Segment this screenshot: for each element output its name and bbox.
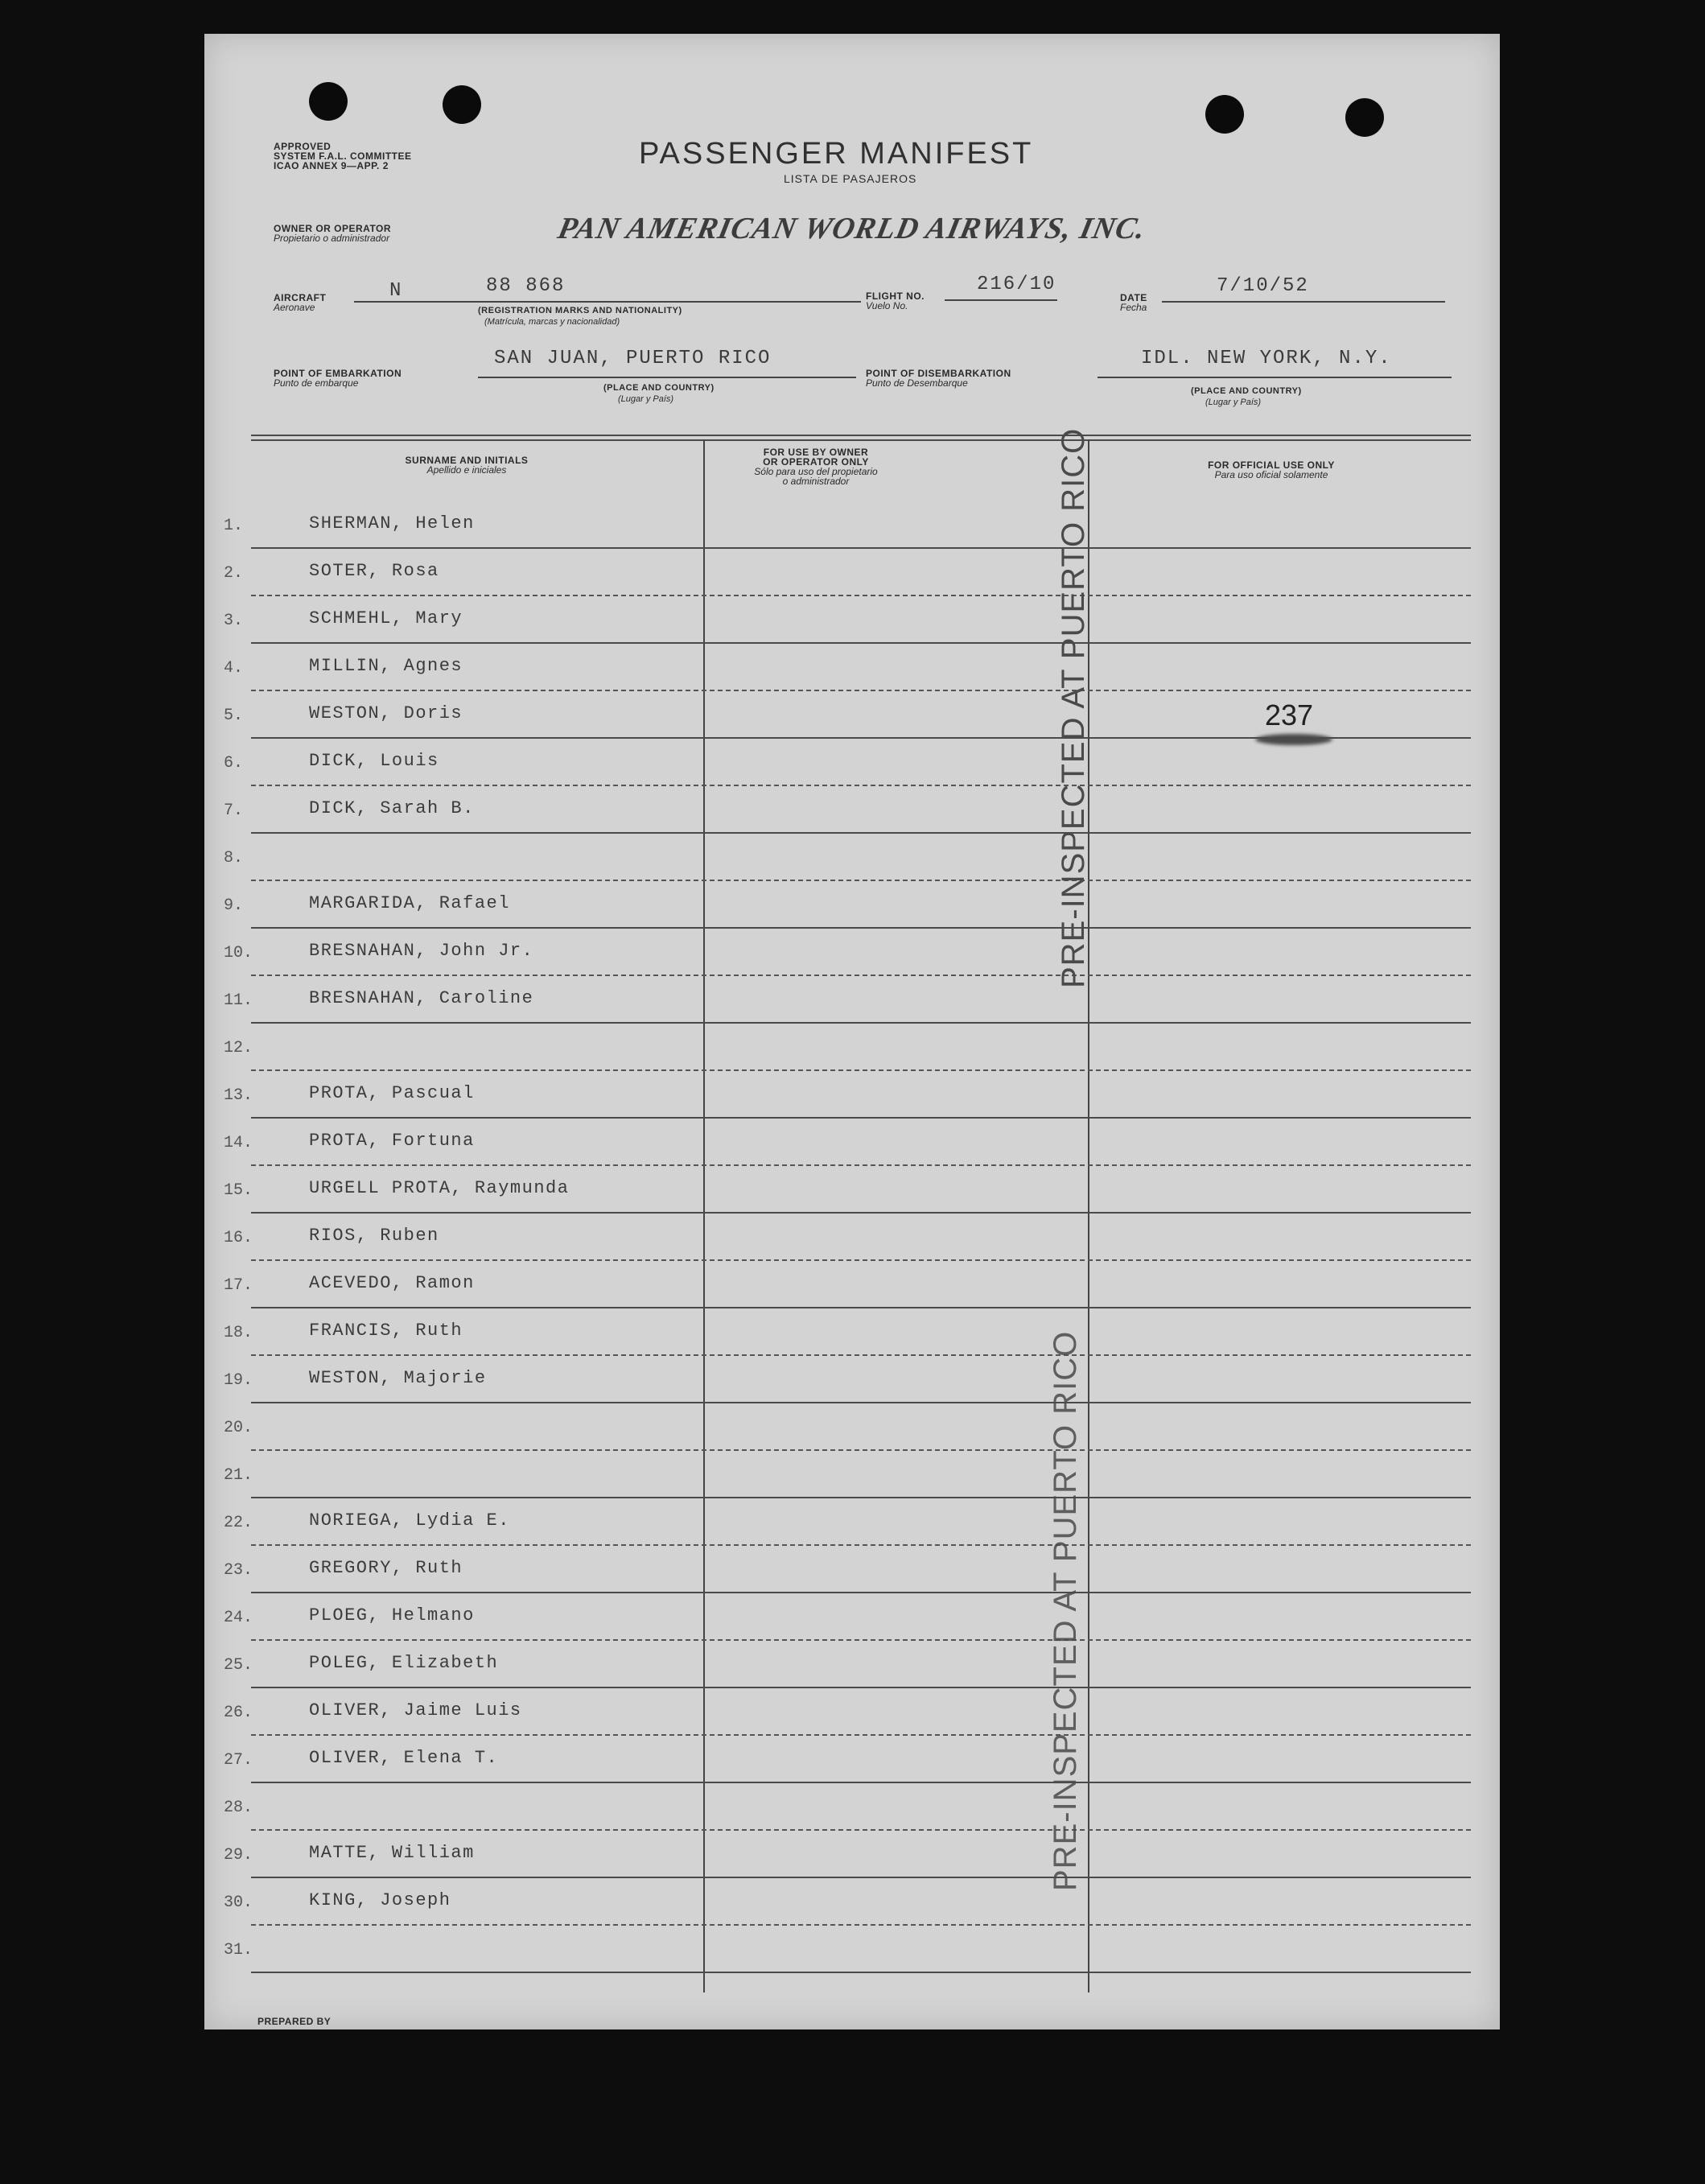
- official-number: 237: [1265, 698, 1314, 731]
- row-rule: [251, 832, 1471, 834]
- row-number: 10.: [224, 944, 253, 962]
- passenger-name: FRANCIS, Ruth: [309, 1321, 463, 1341]
- page-subtitle: LISTA DE PASAJEROS: [784, 172, 917, 185]
- ink-smudge: [1255, 734, 1332, 745]
- row-number: 25.: [224, 1656, 253, 1675]
- punch-hole: [443, 85, 481, 124]
- flight-number: 216/10: [977, 274, 1056, 295]
- row-number: 2.: [224, 564, 244, 583]
- passenger-name: OLIVER, Jaime Luis: [309, 1700, 522, 1720]
- row-number: 12.: [224, 1039, 253, 1057]
- row-number: 9.: [224, 896, 244, 915]
- passenger-name: BRESNAHAN, Caroline: [309, 988, 534, 1008]
- passenger-name: WESTON, Majorie: [309, 1368, 487, 1388]
- row-number: 14.: [224, 1134, 253, 1152]
- row-rule: [251, 1402, 1471, 1403]
- row-number: 17.: [224, 1276, 253, 1295]
- row-number: 11.: [224, 991, 253, 1010]
- row-number: 31.: [224, 1941, 253, 1959]
- row-number: 21.: [224, 1466, 253, 1485]
- row-number: 7.: [224, 801, 244, 820]
- row-number: 16.: [224, 1229, 253, 1247]
- row-rule: [251, 1592, 1471, 1593]
- owner-column-header: FOR USE BY OWNER OR OPERATOR ONLY Sólo para uso del propietario o administrador: [754, 447, 878, 487]
- passenger-name: PLOEG, Helmano: [309, 1605, 475, 1626]
- row-rule: [251, 1307, 1471, 1308]
- disembarkation-label: POINT OF DISEMBARKATION Punto de Desembarque: [866, 368, 1011, 389]
- row-number: 8.: [224, 849, 244, 867]
- passenger-name: GREGORY, Ruth: [309, 1558, 463, 1578]
- row-number: 24.: [224, 1609, 253, 1627]
- embarkation-label: POINT OF EMBARKATION Punto de embarque: [274, 368, 402, 389]
- passenger-name: NORIEGA, Lydia E.: [309, 1510, 510, 1531]
- punch-hole: [1205, 95, 1244, 134]
- owner-label: OWNER OR OPERATOR Propietario o administrador: [274, 223, 392, 244]
- row-rule: [251, 1164, 1471, 1166]
- row-number: 23.: [224, 1561, 253, 1580]
- row-number: 22.: [224, 1514, 253, 1532]
- passenger-name: SOTER, Rosa: [309, 561, 439, 581]
- row-number: 29.: [224, 1846, 253, 1865]
- passenger-name: DICK, Sarah B.: [309, 798, 475, 818]
- row-rule: [251, 1069, 1471, 1071]
- row-rule: [251, 927, 1471, 929]
- passenger-name: PROTA, Fortuna: [309, 1131, 475, 1151]
- passenger-name: KING, Joseph: [309, 1890, 451, 1910]
- passenger-name: BRESNAHAN, John Jr.: [309, 941, 534, 961]
- passenger-name: SHERMAN, Helen: [309, 513, 475, 534]
- row-number: 20.: [224, 1419, 253, 1437]
- operator-name: PAN AMERICAN WORLD AIRWAYS, INC.: [554, 212, 1150, 245]
- disembarkation-caption: (PLACE AND COUNTRY): [1191, 386, 1302, 396]
- row-number: 5.: [224, 707, 244, 725]
- punch-hole: [309, 82, 348, 121]
- page-title: PASSENGER MANIFEST: [639, 137, 1034, 171]
- name-column-header: SURNAME AND INITIALS Apellido e iniciales: [405, 455, 529, 476]
- row-rule: [251, 1734, 1471, 1736]
- date-value: 7/10/52: [1217, 275, 1309, 297]
- row-rule: [251, 1829, 1471, 1831]
- row-number: 3.: [224, 612, 244, 630]
- aircraft-registration: 88 868: [486, 275, 566, 297]
- disembarkation-value: IDL. NEW YORK, N.Y.: [1141, 348, 1392, 369]
- punch-hole: [1345, 98, 1384, 137]
- row-rule: [251, 880, 1471, 881]
- row-rule: [251, 1354, 1471, 1356]
- row-number: 13.: [224, 1086, 253, 1105]
- row-rule: [251, 1022, 1471, 1024]
- row-rule: [251, 785, 1471, 786]
- row-rule: [251, 1544, 1471, 1546]
- aircraft-caption-es: (Matrícula, marcas y nacionalidad): [484, 317, 620, 327]
- row-number: 27.: [224, 1751, 253, 1770]
- row-rule: [251, 547, 1471, 549]
- row-rule: [251, 595, 1471, 596]
- row-number: 26.: [224, 1704, 253, 1722]
- passenger-name: RIOS, Ruben: [309, 1226, 439, 1246]
- passenger-name: WESTON, Doris: [309, 703, 463, 723]
- aircraft-caption: (REGISTRATION MARKS AND NATIONALITY): [478, 306, 682, 315]
- embarkation-caption-es: (Lugar y País): [618, 394, 674, 404]
- passenger-name: SCHMEHL, Mary: [309, 608, 463, 628]
- row-rule: [251, 1639, 1471, 1641]
- row-rule: [251, 1687, 1471, 1688]
- row-rule: [251, 1877, 1471, 1878]
- row-number: 15.: [224, 1181, 253, 1200]
- aircraft-prefix: N: [389, 280, 403, 302]
- prepared-by-label: PREPARED BY: [257, 2016, 332, 2027]
- row-rule: [251, 1259, 1471, 1261]
- passenger-name: URGELL PROTA, Raymunda: [309, 1178, 570, 1198]
- passenger-name: OLIVER, Elena T.: [309, 1748, 499, 1768]
- row-rule: [251, 1924, 1471, 1926]
- row-number: 30.: [224, 1893, 253, 1912]
- passenger-name: MARGARIDA, Rafael: [309, 893, 510, 913]
- row-number: 4.: [224, 659, 244, 678]
- row-rule: [251, 1212, 1471, 1214]
- passenger-name: MATTE, William: [309, 1843, 475, 1863]
- passenger-name: PROTA, Pascual: [309, 1083, 475, 1103]
- preinspected-stamp-upper: PRE-INSPECTED AT PUERTO RICO: [1056, 427, 1091, 988]
- date-label: DATE Fecha: [1120, 292, 1147, 313]
- passenger-name: ACEVEDO, Ramon: [309, 1273, 475, 1293]
- row-number: 28.: [224, 1799, 253, 1817]
- approval-block: APPROVED SYSTEM F.A.L. COMMITTEE ICAO ANNEX 9—APP. 2: [274, 141, 412, 171]
- row-rule: [251, 1972, 1471, 1973]
- preinspected-stamp-lower: PRE-INSPECTED AT PUERTO RICO: [1048, 1330, 1083, 1891]
- passenger-name: MILLIN, Agnes: [309, 656, 463, 676]
- row-rule: [251, 690, 1471, 691]
- embarkation-value: SAN JUAN, PUERTO RICO: [494, 348, 772, 369]
- row-rule: [251, 642, 1471, 644]
- row-rule: [251, 1782, 1471, 1783]
- passenger-name: POLEG, Elizabeth: [309, 1653, 499, 1673]
- row-number: 1.: [224, 517, 244, 535]
- row-number: 18.: [224, 1324, 253, 1342]
- embarkation-caption: (PLACE AND COUNTRY): [603, 383, 715, 393]
- row-rule: [251, 1497, 1471, 1498]
- row-rule: [251, 1117, 1471, 1119]
- row-number: 19.: [224, 1371, 253, 1390]
- row-rule: [251, 975, 1471, 976]
- official-column-header: FOR OFFICIAL USE ONLY Para uso oficial solamente: [1208, 459, 1335, 480]
- flight-label: FLIGHT NO. Vuelo No.: [866, 291, 925, 311]
- disembarkation-caption-es: (Lugar y País): [1205, 398, 1262, 407]
- row-rule: [251, 1449, 1471, 1451]
- aircraft-label: AIRCRAFT Aeronave: [274, 292, 327, 313]
- manifest-sheet: [204, 34, 1500, 2029]
- row-number: 6.: [224, 754, 244, 773]
- passenger-name: DICK, Louis: [309, 751, 439, 771]
